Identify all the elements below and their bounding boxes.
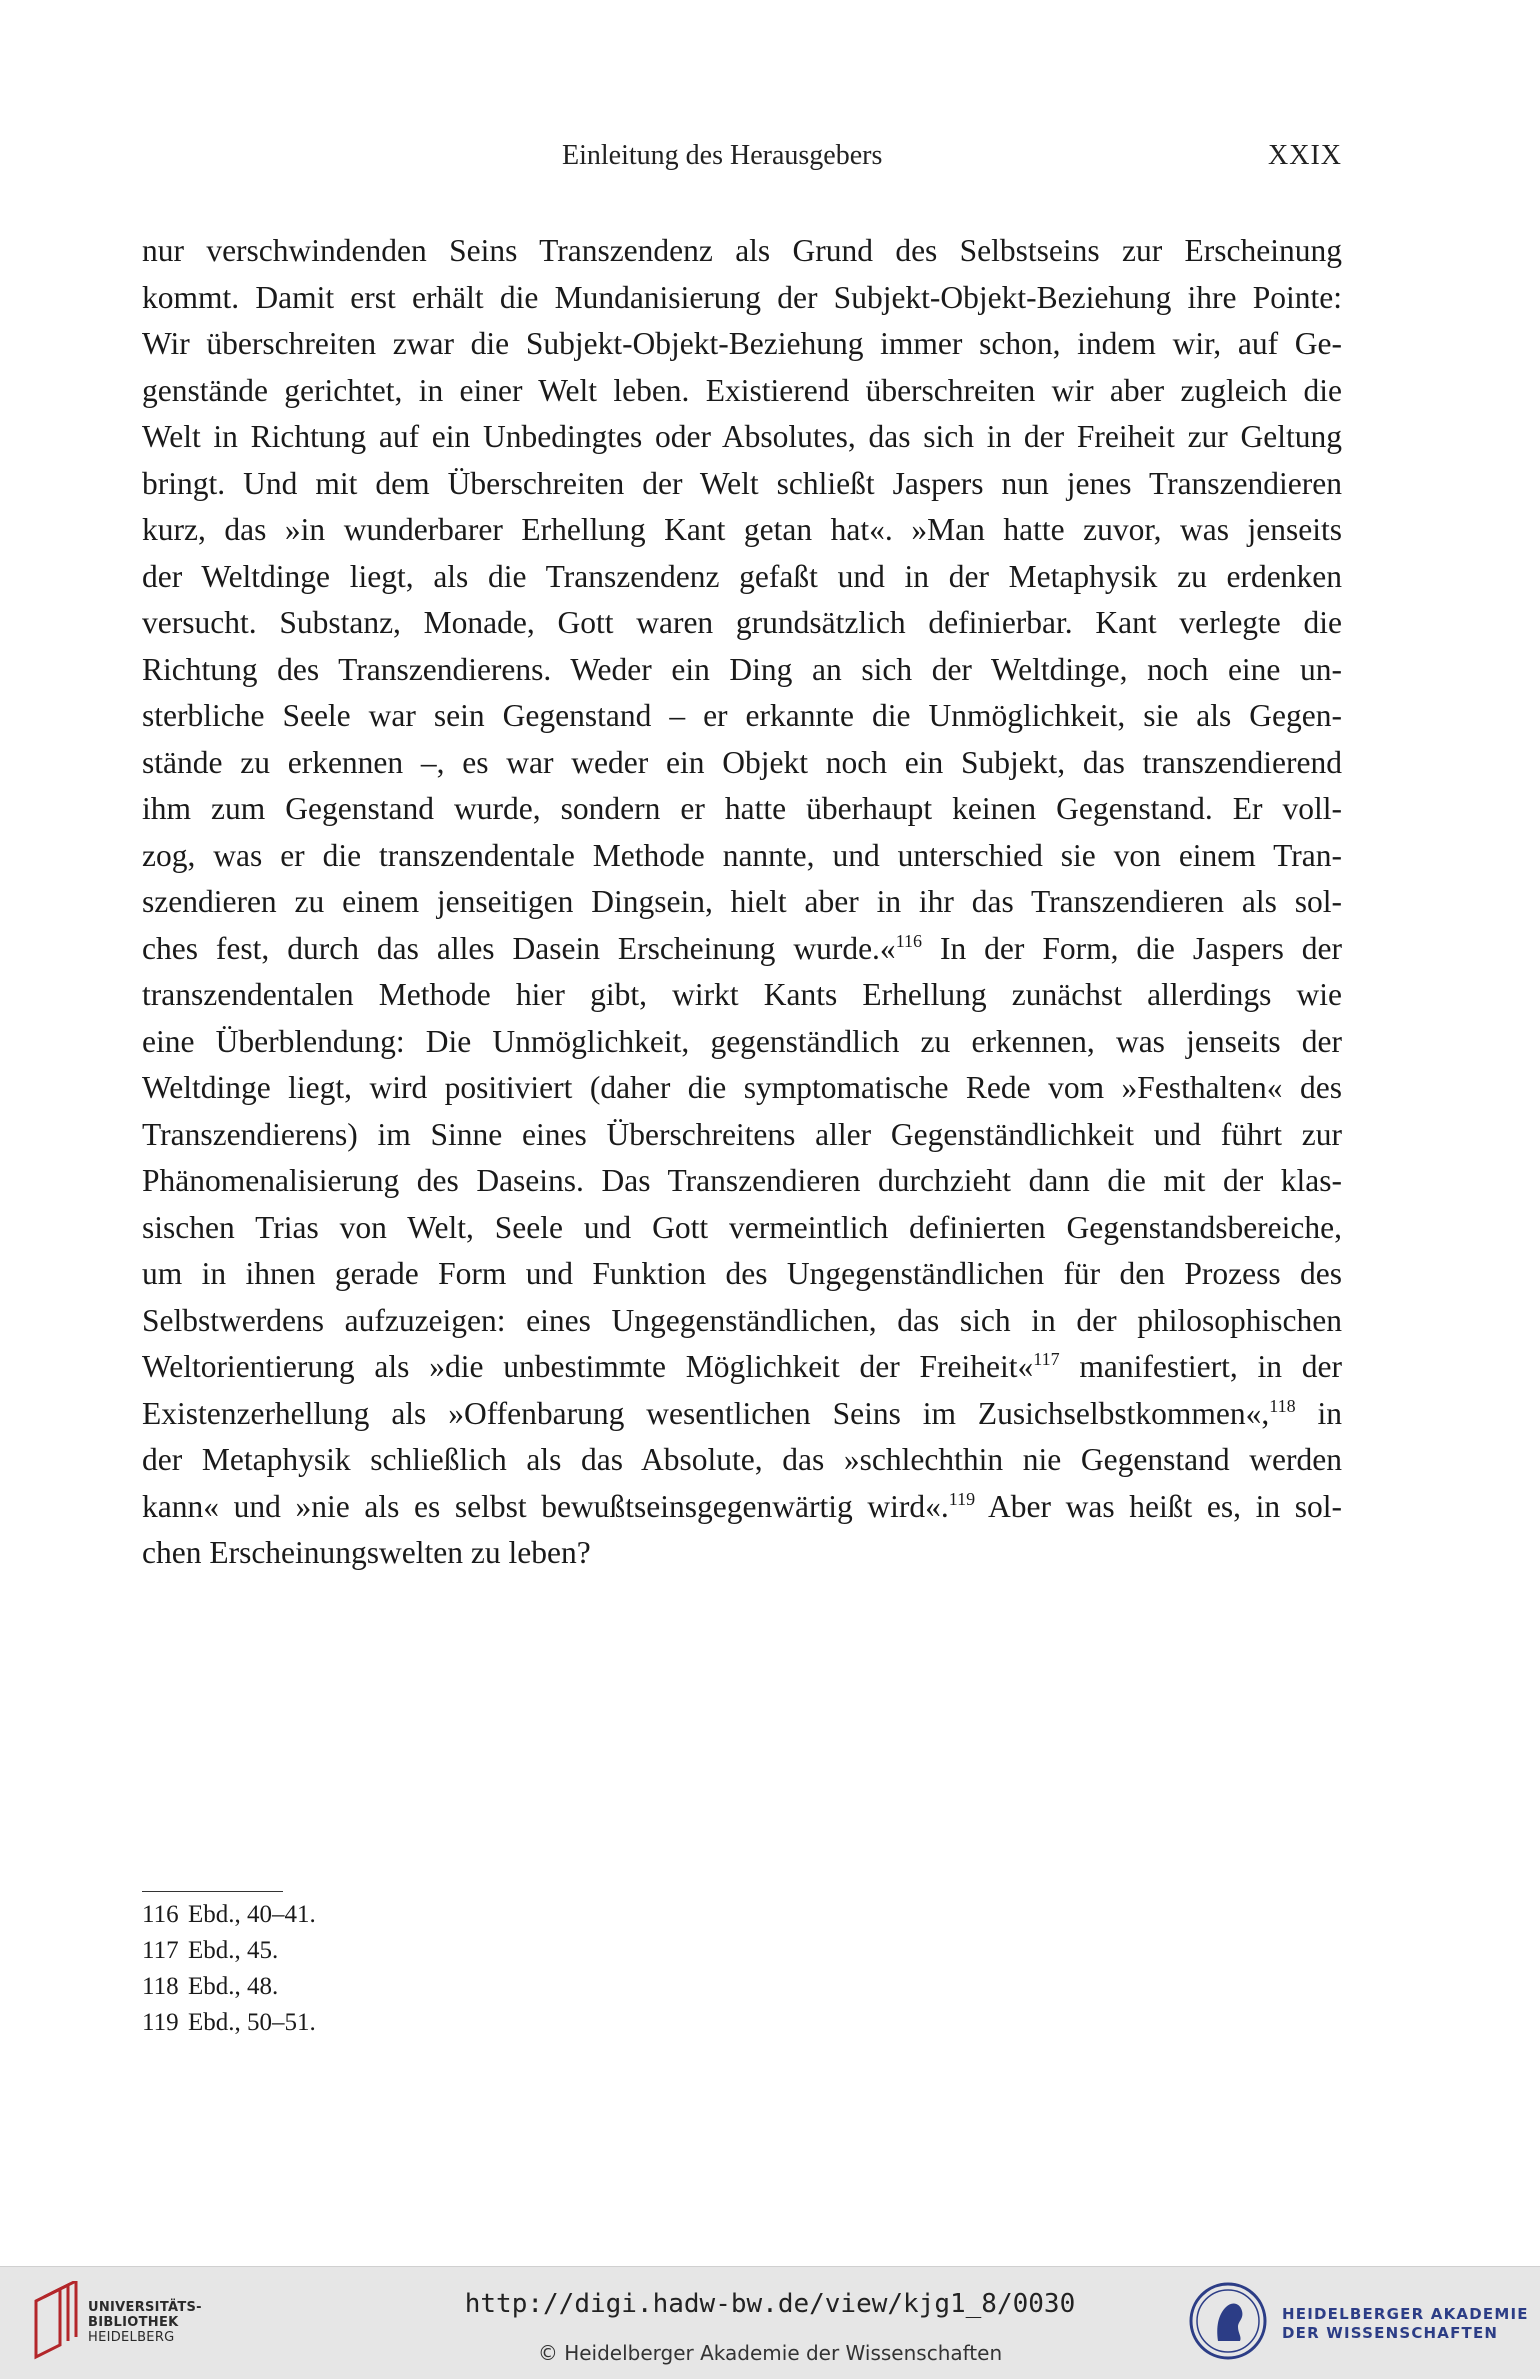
text-line: [142, 507, 1342, 554]
text-line: [142, 647, 1342, 694]
text-line: [142, 1298, 1342, 1345]
text-line: [142, 1437, 1342, 1484]
text-line: [142, 1205, 1342, 1252]
text-segment: kommt. Damit erst erhält die Mundanisierung der Subjekt-Objekt-Beziehung ihre Pointe:: [142, 279, 1342, 315]
text-line: [142, 554, 1342, 601]
text-line: [142, 972, 1342, 1019]
text-line: [142, 879, 1342, 926]
footnote-reference[interactable]: 118: [1269, 1395, 1296, 1416]
text-line: [142, 1391, 1342, 1438]
body-text: [142, 228, 1342, 1577]
footnote-118: [142, 1969, 742, 2005]
text-line: [142, 1251, 1342, 1298]
text-line: [142, 461, 1342, 508]
text-segment: Transzendierens) im Sinne eines Überschreitens aller Gegenständlichkeit und führt zur: [142, 1116, 1342, 1152]
text-segment: kurz, das »in wunderbarer Erhellung Kant getan hat«. »Man hatte zuvor, was jenseits: [142, 512, 1342, 547]
footnote-reference[interactable]: 116: [895, 930, 923, 951]
footnote-number: 117: [142, 1937, 179, 1964]
text-line: [142, 1484, 1342, 1531]
academy-name[interactable]: [1282, 2305, 1529, 2343]
footnote-number: 118: [142, 1973, 179, 2000]
text-segment: um in ihnen gerade Form und Funktion des Ungegenständlichen für den Prozess des: [142, 1256, 1342, 1291]
text-line: [142, 1019, 1342, 1066]
footnotes: [142, 1897, 742, 2041]
page-url-link[interactable]: http://digi.hadw-bw.de/view/kjg1_8/0030: [464, 2289, 1076, 2319]
text-line: [142, 1112, 1342, 1159]
footnote-reference[interactable]: 117: [1033, 1349, 1060, 1369]
footnote-119: [142, 2005, 742, 2041]
footnote-number: 116: [142, 1901, 179, 1928]
text-line: [142, 414, 1342, 461]
academy-name-line: HEIDELBERGER AKADEMIE: [1282, 2305, 1529, 2323]
academy-seal-icon[interactable]: [1188, 2281, 1268, 2361]
text-line: [142, 1344, 1342, 1391]
text-line: [142, 926, 1342, 973]
text-segment: zog, was er die transzendentale Methode nannte, und unterschied sie von einem Tran-: [142, 837, 1342, 873]
text-segment: der Metaphysik schließlich als das Absolute, das »schlechthin nie Gegenstand werden: [142, 1442, 1342, 1477]
text-segment: Weltdinge liegt, wird positiviert (daher die symptomatische Rede vom »Festhalten« des: [142, 1070, 1342, 1105]
footnote-number: 119: [142, 2009, 179, 2036]
text-segment: kann« und »nie als es selbst bewußtseinsgegenwärtig wird«.: [142, 1488, 949, 1524]
text-segment: Aber was heißt es, in sol-: [975, 1488, 1342, 1524]
text-segment: manifestiert, in der: [1059, 1349, 1342, 1384]
text-segment: nur verschwindenden Seins Transzendenz als Grund des Selbstseins zur Erscheinung: [142, 233, 1342, 268]
text-line: [142, 368, 1342, 415]
text-segment: Selbstwerdens aufzuzeigen: eines Ungegenständlichen, das sich in der philosophischen: [142, 1302, 1342, 1338]
text-line: [142, 786, 1342, 833]
copyright-notice: © Heidelberger Akademie der Wissenschaften: [537, 2341, 1003, 2365]
footnote-text: Ebd., 50–51.: [188, 2009, 316, 2036]
text-segment: Welt in Richtung auf ein Unbedingtes oder Absolutes, das sich in der Freiheit zur Geltung: [142, 419, 1342, 454]
text-segment: ihm zum Gegenstand wurde, sondern er hatte überhaupt keinen Gegenstand. Er voll-: [142, 791, 1342, 826]
library-name-line: UNIVERSITÄTS-: [88, 2300, 202, 2315]
text-segment: Phänomenalisierung des Daseins. Das Transzendieren durchzieht dann die mit der klas-: [142, 1163, 1342, 1198]
library-name-line: BIBLIOTHEK: [88, 2315, 179, 2330]
text-line: [142, 1158, 1342, 1205]
text-line: [142, 833, 1342, 880]
text-segment: bringt. Und mit dem Überschreiten der Welt schließt Jaspers nun jenes Transzendieren: [142, 465, 1342, 501]
footnote-reference[interactable]: 119: [948, 1488, 976, 1509]
academy-name-line: DER WISSENSCHAFTEN: [1282, 2324, 1499, 2342]
footnote-116: [142, 1897, 742, 1933]
text-segment: genstände gerichtet, in einer Welt leben. Existierend überschreiten wir aber zugleich die: [142, 372, 1342, 408]
text-line: [142, 1065, 1342, 1112]
text-segment: eine Überblendung: Die Unmöglichkeit, gegenständlich zu erkennen, was jenseits der: [142, 1023, 1342, 1059]
text-segment: versucht. Substanz, Monade, Gott waren grundsätzlich definierbar. Kant verlegte die: [142, 605, 1342, 640]
text-line: [142, 693, 1342, 740]
footnote-text: Ebd., 48.: [188, 1973, 279, 2000]
text-segment: transzendentalen Methode hier gibt, wirkt Kants Erhellung zunächst allerdings wie: [142, 977, 1342, 1012]
text-segment: ches fest, durch das alles Dasein Erscheinung wurde.«: [142, 930, 896, 966]
text-segment: stände zu erkennen –, es war weder ein Objekt noch ein Subjekt, das transzendierend: [142, 744, 1342, 780]
text-segment: szendieren zu einem jenseitigen Dingsein, hielt aber in ihr das Transzendieren als sol-: [142, 884, 1342, 919]
text-segment: In der Form, die Jaspers der: [922, 930, 1342, 966]
text-segment: Weltorientierung als »die unbestimmte Möglichkeit der Freiheit«: [142, 1349, 1034, 1384]
text-line: [142, 275, 1342, 322]
text-line: [142, 740, 1342, 787]
text-segment: in: [1295, 1395, 1342, 1431]
text-segment: der Weltdinge liegt, als die Transzendenz gefaßt und in der Metaphysik zu erdenken: [142, 558, 1342, 594]
text-segment: sischen Trias von Welt, Seele und Gott vermeintlich definierten Gegenstandsbereiche,: [142, 1209, 1342, 1245]
text-line: [142, 600, 1342, 647]
footnote-divider: [142, 1891, 283, 1892]
page-header: [142, 140, 1342, 180]
text-segment: chen Erscheinungswelten zu leben?: [142, 1535, 591, 1570]
text-line: [142, 1530, 1342, 1577]
footnote-text: Ebd., 45.: [188, 1937, 279, 1964]
text-segment: Richtung des Transzendierens. Weder ein Ding an sich der Weltdinge, noch eine un-: [142, 651, 1342, 687]
text-segment: Existenzerhellung als »Offenbarung wesentlichen Seins im Zusichselbstkommen«,: [142, 1395, 1270, 1431]
text-segment: Wir überschreiten zwar die Subjekt-Objekt-Beziehung immer schon, indem wir, auf Ge-: [142, 326, 1342, 361]
viewer-footer: [0, 2266, 1540, 2379]
text-line: [142, 321, 1342, 368]
footnote-117: [142, 1933, 742, 1969]
text-segment: sterbliche Seele war sein Gegenstand – er erkannte die Unmöglichkeit, sie als Gegen-: [142, 698, 1342, 733]
text-line: [142, 228, 1342, 275]
footnote-text: Ebd., 40–41.: [188, 1901, 316, 1928]
running-title: Einleitung des Herausgebers: [562, 140, 883, 171]
library-name-line: HEIDELBERG: [88, 2330, 175, 2345]
page-number: XXIX: [1268, 140, 1342, 171]
